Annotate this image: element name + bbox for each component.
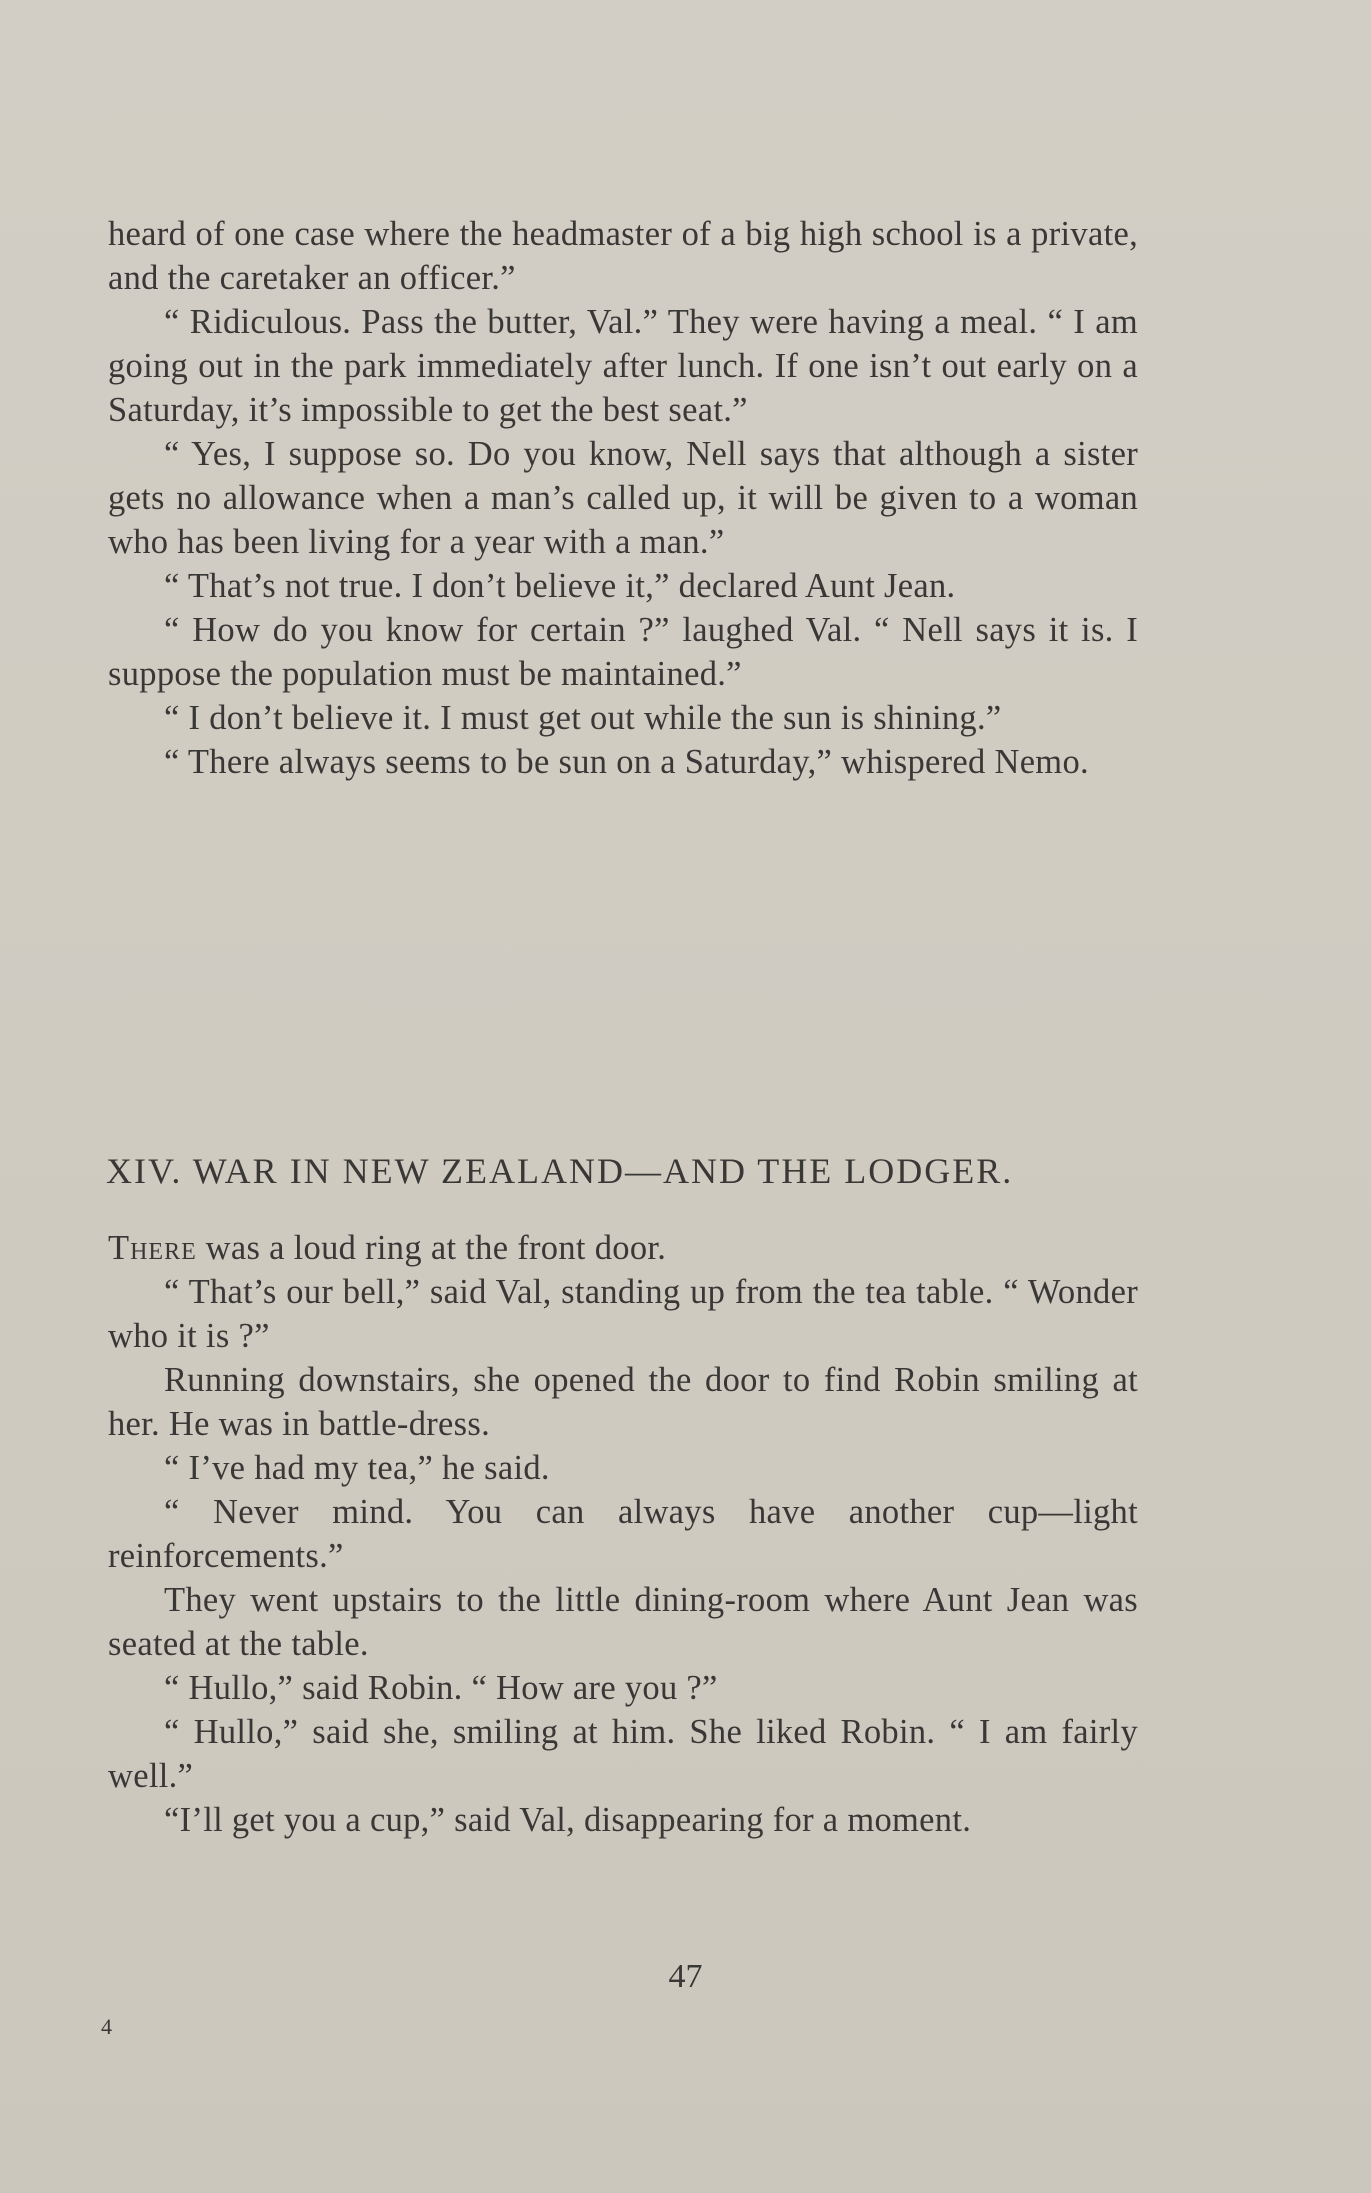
opening-paragraph xyxy=(108,1226,1138,1270)
paragraph: “ That’s not true. I don’t believe it,” declared Aunt Jean. xyxy=(164,567,956,605)
paragraph: They went upstairs to the little dining-room where Aunt Jean was seated at the table. xyxy=(108,1581,1138,1663)
paragraph: “ Yes, I suppose so. Do you know, Nell says that although a sister gets no allowance when a man’s called up, it will be given to a woman who has been living for a year with a man.” xyxy=(108,435,1138,561)
page-number: 47 xyxy=(668,1958,703,1995)
chapter-heading: XIV. WAR IN NEW ZEALAND—AND THE LODGER. xyxy=(106,1151,1014,1191)
paragraph: “ How do you know for certain ?” laughed Val. “ Nell says it is. I suppose the population must be maintained.” xyxy=(108,611,1138,693)
paragraph: “ There always seems to be sun on a Saturday,” whispered Nemo. xyxy=(164,743,1089,781)
top-text-section xyxy=(108,212,1138,784)
paragraph: “ Never mind. You can always have another cup—light reinforcements.” xyxy=(108,1493,1138,1575)
paragraph: “ That’s our bell,” said Val, standing up from the tea table. “ Wonder who it is ?” xyxy=(108,1273,1138,1355)
paragraph: “ Hullo,” said Robin. “ How are you ?” xyxy=(164,1669,718,1707)
bottom-text-section xyxy=(108,1226,1138,1842)
paragraph: “ I don’t believe it. I must get out while the sun is shining.” xyxy=(164,699,1002,737)
paragraph: Running downstairs, she opened the door to find Robin smiling at her. He was in battle-dress. xyxy=(108,1361,1138,1443)
opening-rest: was a loud ring at the front door. xyxy=(196,1229,667,1267)
opening-small-caps: There xyxy=(108,1229,197,1267)
paragraph: “ I’ve had my tea,” he said. xyxy=(164,1449,550,1487)
paragraph: “I’ll get you a cup,” said Val, disappearing for a moment. xyxy=(164,1801,972,1839)
paragraph: “ Ridiculous. Pass the butter, Val.” They were having a meal. “ I am going out in the park immediately after lunch. If one isn’t out early on a Saturday, it’s impossible to get the best seat.” xyxy=(108,303,1138,429)
signature-mark: 4 xyxy=(101,2014,112,2039)
paragraph: heard of one case where the headmaster of a big high school is a private, and the caretaker an officer.” xyxy=(108,215,1138,297)
paragraph: “ Hullo,” said she, smiling at him. She liked Robin. “ I am fairly well.” xyxy=(108,1713,1138,1795)
